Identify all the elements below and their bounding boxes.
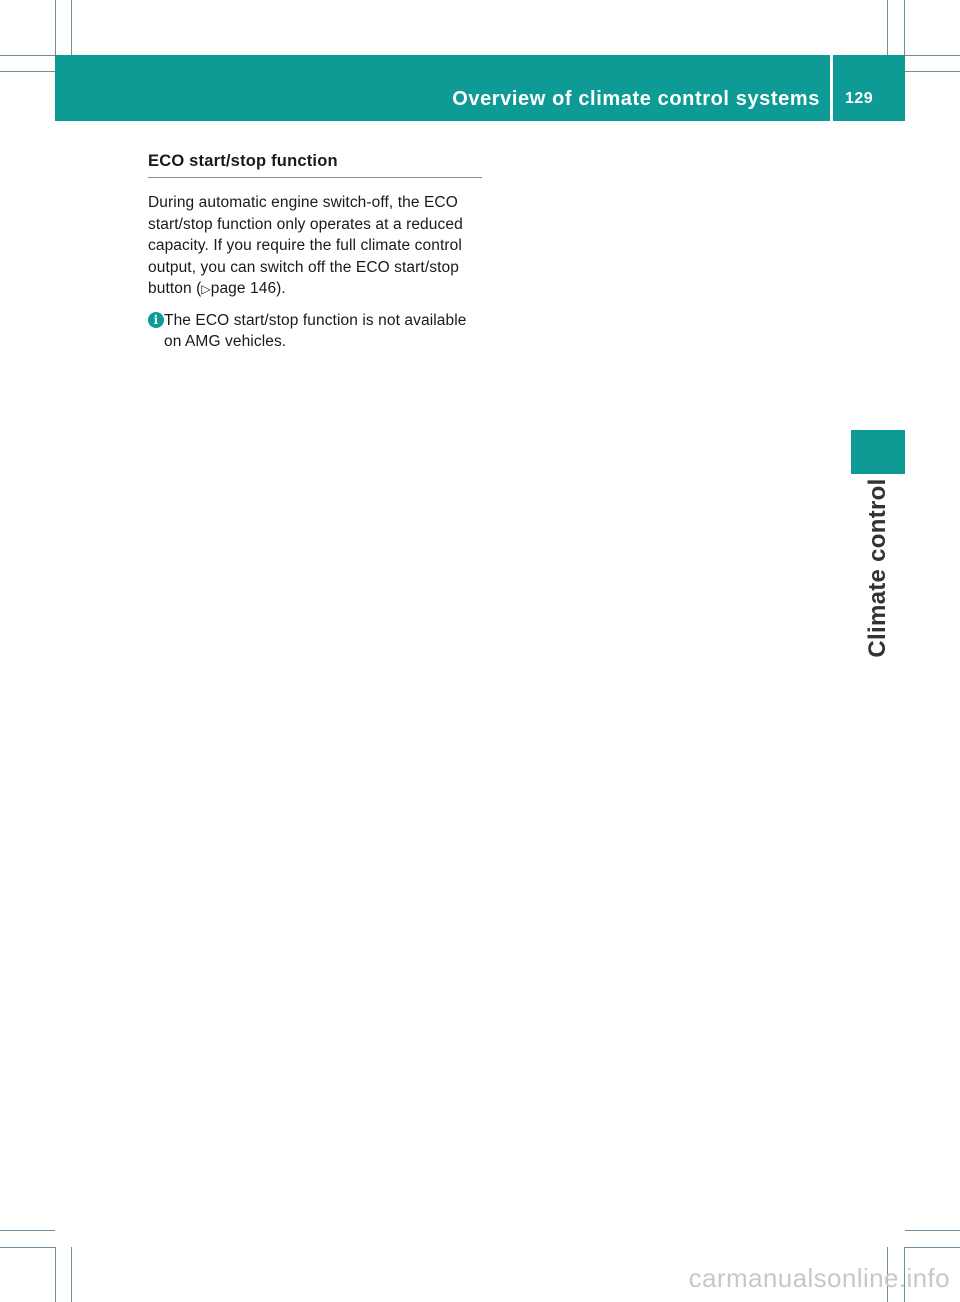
paragraph-text: During automatic engine switch-off, the ECO start/stop function only operates at a reduced capacity. If you require the full climate control output, you can switch off the ECO start/stop button (	[148, 194, 463, 297]
watermark: carmanualsonline.info	[688, 1263, 950, 1293]
crop-mark	[55, 0, 56, 55]
crop-mark	[905, 55, 960, 56]
paragraph-text-end: ).	[276, 280, 286, 297]
crop-mark	[71, 0, 72, 55]
crop-mark	[904, 0, 905, 55]
side-tab	[851, 430, 905, 474]
crop-mark	[0, 55, 55, 56]
info-note	[148, 310, 482, 353]
crop-mark	[905, 71, 960, 72]
header-title: Overview of climate control systems	[452, 88, 820, 110]
crop-mark	[71, 1247, 72, 1302]
crop-mark	[887, 0, 888, 55]
crop-mark	[0, 71, 55, 72]
crop-mark	[905, 1247, 960, 1248]
crop-mark	[905, 1230, 960, 1231]
info-note-text: The ECO start/stop function is not available on AMG vehicles.	[164, 311, 467, 350]
side-tab-label: Climate control	[864, 478, 891, 658]
info-icon: i	[148, 312, 164, 328]
main-content	[148, 152, 482, 353]
crop-mark	[55, 1247, 56, 1302]
page-reference-link[interactable]: page 146	[210, 280, 277, 297]
header-divider	[830, 55, 833, 121]
crop-mark	[0, 1230, 55, 1231]
section-heading: ECO start/stop function	[148, 152, 482, 178]
section-paragraph	[148, 192, 482, 301]
crop-mark	[0, 1247, 55, 1248]
page-number: 129	[845, 90, 874, 107]
page-pointer-icon: ▷	[201, 282, 211, 296]
